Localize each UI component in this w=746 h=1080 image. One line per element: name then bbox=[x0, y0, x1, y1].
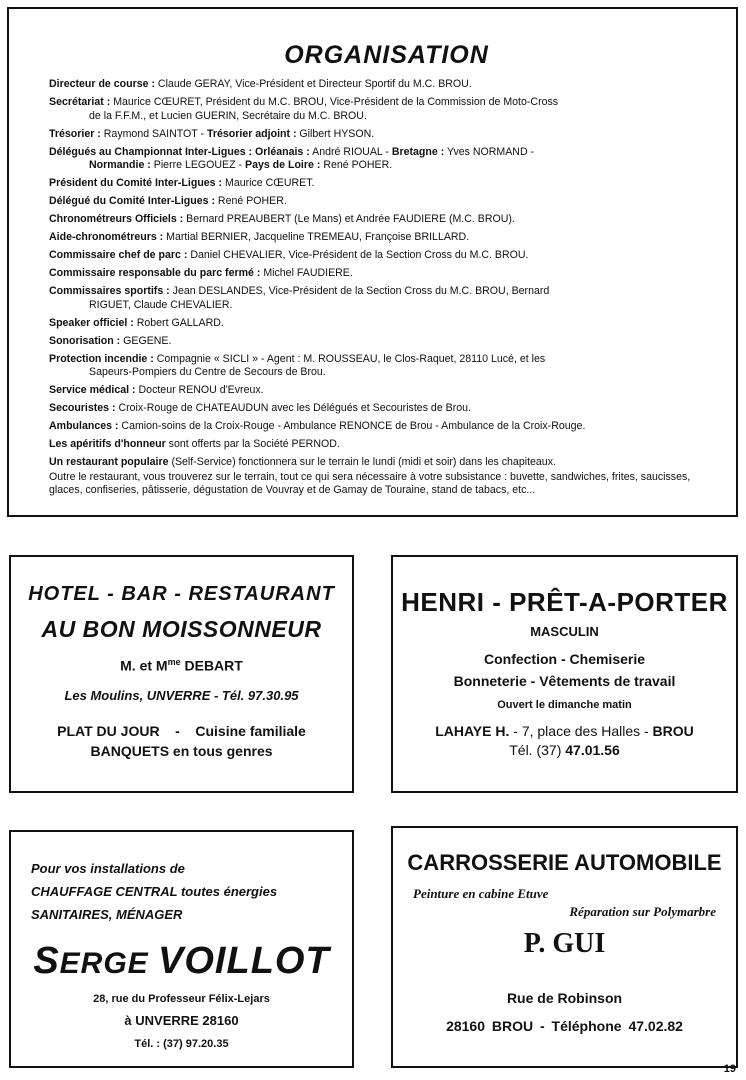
ad-henri-confection: Confection - Chemiserie bbox=[483, 651, 646, 667]
org-text: Claude GERAY, Vice-Président et Directeur Sportif du M.C. BROU. bbox=[154, 78, 472, 90]
org-text: Camion-soins de la Croix-Rouge - Ambulance RENONCE de Brou - Ambulance de la Croix-Rouge. bbox=[118, 420, 586, 432]
org-item-secouristes bbox=[49, 402, 724, 416]
ad-voillot-first-initial: S bbox=[33, 940, 60, 982]
ad-hotel-heading: HOTEL - BAR - RESTAURANT bbox=[28, 583, 335, 605]
ad-hotel-plat-du-jour: PLAT DU JOUR bbox=[57, 722, 160, 739]
org-item-delegues bbox=[49, 146, 724, 173]
ad-hotel-owners-sup: me bbox=[167, 657, 181, 667]
ad-henri-title: HENRI - PRÊT-A-PORTER bbox=[401, 587, 728, 617]
org-text-cont: de la F.F.M., et Lucien GUERIN, Secrétaire du M.C. BROU. bbox=[89, 109, 367, 122]
ad-serge-voillot bbox=[9, 830, 354, 1068]
org-text: Robert GALLARD. bbox=[133, 316, 224, 329]
org-label: Commissaire responsable du parc fermé : bbox=[49, 267, 261, 279]
org-text: Jean DESLANDES, Vice-Président de la Section Cross du M.C. BROU, Bernard bbox=[169, 285, 550, 297]
org-text-cont bbox=[49, 159, 724, 173]
ad-voillot-intro bbox=[31, 857, 352, 926]
ad-voillot-intro-line: Pour vos installations de bbox=[31, 861, 185, 876]
org-text: Compagnie « SICLI » - Agent : M. ROUSSEAU, le Clos-Raquet, 28110 Lucé, et les bbox=[153, 352, 546, 365]
org-label: Commissaire chef de parc : bbox=[49, 249, 188, 261]
org-text: René POHER. bbox=[214, 195, 287, 207]
org-text: Croix-Rouge de CHATEAUDUN avec les Délégués et Secouristes de Brou. bbox=[115, 402, 471, 414]
org-label: Trésorier : bbox=[49, 127, 101, 140]
org-item-service-medical bbox=[49, 384, 724, 398]
org-label: Secrétariat : bbox=[49, 96, 111, 108]
org-item-aide-chronometreurs bbox=[49, 231, 724, 245]
ad-hotel-name: AU BON MOISSONNEUR bbox=[41, 616, 322, 642]
organisation-box bbox=[7, 7, 738, 517]
ad-carrosserie-city-phone: 28160 BROU - Téléphone 47.02.82 bbox=[446, 1018, 683, 1034]
org-label: Président du Comité Inter-Ligues : bbox=[49, 177, 223, 189]
ad-henri-address-town: BROU bbox=[652, 723, 694, 739]
ad-voillot-first-rest: ERGE bbox=[59, 947, 159, 980]
ad-henri-pret-a-porter bbox=[391, 555, 738, 793]
org-text: André RIOUAL - bbox=[309, 145, 392, 158]
ad-hotel-bon-moissonneur bbox=[9, 555, 354, 793]
ad-hotel-owners bbox=[11, 657, 352, 674]
org-item-commissaires-sportifs bbox=[49, 285, 724, 312]
org-item-tresorier bbox=[49, 128, 724, 142]
ad-henri-hours: Ouvert le dimanche matin bbox=[497, 699, 632, 711]
ad-hotel-services bbox=[11, 721, 352, 761]
org-text: René POHER. bbox=[320, 159, 393, 171]
org-text: Yves NORMAND - bbox=[444, 145, 535, 158]
ad-henri-phone bbox=[393, 742, 736, 758]
ad-hotel-cuisine: Cuisine familiale bbox=[195, 722, 306, 739]
org-item-chronometreurs bbox=[49, 213, 724, 227]
org-item-ambulances bbox=[49, 420, 724, 434]
ad-hotel-address-tel: - Tél. 97.30.95 bbox=[210, 687, 299, 703]
ad-hotel-plat-sep: - bbox=[175, 722, 180, 739]
page-number: 19 bbox=[723, 1063, 736, 1075]
org-label: Aide-chronométreurs : bbox=[49, 231, 164, 243]
ad-henri-phone-prefix: Tél. (37) bbox=[509, 742, 566, 758]
ad-henri-phone-number: 47.01.56 bbox=[565, 742, 620, 758]
ad-voillot-name bbox=[11, 940, 352, 983]
org-label: Un restaurant populaire bbox=[49, 456, 169, 468]
ad-henri-address-name: LAHAYE H. bbox=[435, 723, 510, 739]
org-label: Ambulances : bbox=[49, 420, 119, 432]
org-label: Protection incendie : bbox=[49, 352, 154, 365]
org-item-directeur bbox=[49, 78, 724, 92]
ad-hotel-address-town: UNVERRE bbox=[146, 687, 211, 703]
org-text: Maurice CŒURET, Président du M.C. BROU, Vice-Président de la Commission de Moto-Cross bbox=[110, 96, 559, 108]
ad-hotel-banquets: BANQUETS en tous genres bbox=[90, 742, 273, 759]
ad-carrosserie-paint: Peinture en cabine Etuve bbox=[413, 886, 549, 901]
org-item-protection-incendie bbox=[49, 353, 724, 380]
org-text-cont: Sapeurs-Pompiers du Centre de Secours de Brou. bbox=[89, 366, 326, 378]
org-text: Docteur RENOU d'Evreux. bbox=[135, 384, 264, 396]
org-label: Secouristes : bbox=[49, 402, 116, 414]
ad-henri-address-street: - 7, place des Halles - bbox=[509, 723, 653, 739]
ad-voillot-intro-line: SANITAIRES, MÉNAGER bbox=[31, 907, 183, 922]
org-text: Bernard PREAUBERT (Le Mans) et Andrée FAUDIERE (M.C. BROU). bbox=[183, 213, 515, 225]
org-label: Pays de Loire : bbox=[245, 159, 321, 171]
org-text: (Self-Service) fonctionnera sur le terrain le lundi (midi et soir) dans les chapiteaux. bbox=[168, 456, 556, 468]
ad-voillot-intro-line: CHAUFFAGE CENTRAL toutes énergies bbox=[31, 884, 278, 899]
org-text: Michel FAUDIERE. bbox=[260, 267, 353, 279]
ad-voillot-city: à UNVERRE 28160 bbox=[124, 1013, 239, 1028]
org-label: Délégués au Championnat Inter-Ligues : Orléanais : bbox=[49, 145, 310, 158]
org-text: sont offerts par la Société PERNOD. bbox=[165, 438, 340, 450]
org-item-chef-parc bbox=[49, 249, 724, 263]
org-label: Commissaires sportifs : bbox=[49, 285, 170, 297]
ad-voillot-address: 28, rue du Professeur Félix-Lejars bbox=[93, 993, 270, 1005]
org-label: Normandie : bbox=[89, 159, 151, 171]
ad-carrosserie-street: Rue de Robinson bbox=[506, 990, 623, 1006]
org-text: Raymond SAINTOT - bbox=[100, 127, 207, 140]
org-item-parc-ferme bbox=[49, 267, 724, 281]
org-item-secretariat bbox=[49, 96, 724, 123]
org-text: Gilbert HYSON. bbox=[296, 127, 375, 140]
ad-carrosserie-name: P. GUI bbox=[523, 928, 606, 959]
ad-voillot-last: VOILLOT bbox=[158, 940, 330, 982]
ad-hotel-owners-name: DEBART bbox=[180, 657, 243, 674]
ad-hotel-owners-prefix: M. et M bbox=[120, 657, 168, 674]
org-item-restaurant bbox=[49, 456, 724, 470]
org-item-delegue-comite bbox=[49, 195, 724, 209]
org-label: Speaker officiel : bbox=[49, 316, 134, 329]
ad-hotel-address-prefix: Les Moulins, bbox=[64, 687, 147, 703]
org-item-speaker bbox=[49, 317, 724, 331]
org-label: Service médical : bbox=[49, 384, 136, 396]
org-text: GEGENE. bbox=[120, 334, 172, 347]
org-item-subsistance bbox=[49, 471, 724, 498]
org-text-cont: RIGUET, Claude CHEVALIER. bbox=[89, 298, 233, 311]
ad-henri-masculin: MASCULIN bbox=[530, 624, 599, 639]
ad-carrosserie-repair: Réparation sur Polymarbre bbox=[569, 904, 716, 919]
org-label: Bretagne : bbox=[391, 145, 445, 158]
org-item-sonorisation bbox=[49, 335, 724, 349]
ad-carrosserie-gui bbox=[391, 826, 738, 1068]
org-text: Outre le restaurant, vous trouverez sur le terrain, tout ce qui sera nécessaire à votre subsistance : buvette, sandwiches, frites, saucisses, glaces, confiseries, pâtisserie, dégustation de Vouvray et de Gamay de Touraine, stand de tabacs, etc... bbox=[49, 470, 691, 496]
org-label: Les apéritifs d'honneur bbox=[49, 438, 166, 450]
org-label: Délégué du Comité Inter-Ligues : bbox=[49, 195, 215, 207]
org-text: Pierre LEGOUEZ - bbox=[150, 159, 245, 171]
org-label: Trésorier adjoint : bbox=[207, 127, 297, 140]
org-text: Daniel CHEVALIER, Vice-Président de la Section Cross du M.C. BROU. bbox=[187, 249, 529, 261]
org-item-president-comite bbox=[49, 177, 724, 191]
org-text: Martial BERNIER, Jacqueline TREMEAU, Françoise BRILLARD. bbox=[163, 231, 470, 243]
org-label: Sonorisation : bbox=[49, 334, 121, 347]
organisation-list bbox=[49, 78, 724, 498]
org-label: Directeur de course : bbox=[49, 78, 155, 90]
ad-henri-bonneterie: Bonneterie - Vêtements de travail bbox=[453, 673, 676, 689]
org-item-aperitifs bbox=[49, 438, 724, 452]
ad-carrosserie-title: CARROSSERIE AUTOMOBILE bbox=[407, 850, 722, 875]
org-label: Chronométreurs Officiels : bbox=[49, 213, 184, 225]
org-text: Maurice CŒURET. bbox=[222, 177, 315, 189]
ad-hotel-address bbox=[11, 688, 352, 703]
ad-henri-address bbox=[393, 723, 736, 739]
ad-voillot-phone: Tél. : (37) 97.20.35 bbox=[134, 1038, 229, 1050]
organisation-title: ORGANISATION bbox=[284, 41, 489, 69]
